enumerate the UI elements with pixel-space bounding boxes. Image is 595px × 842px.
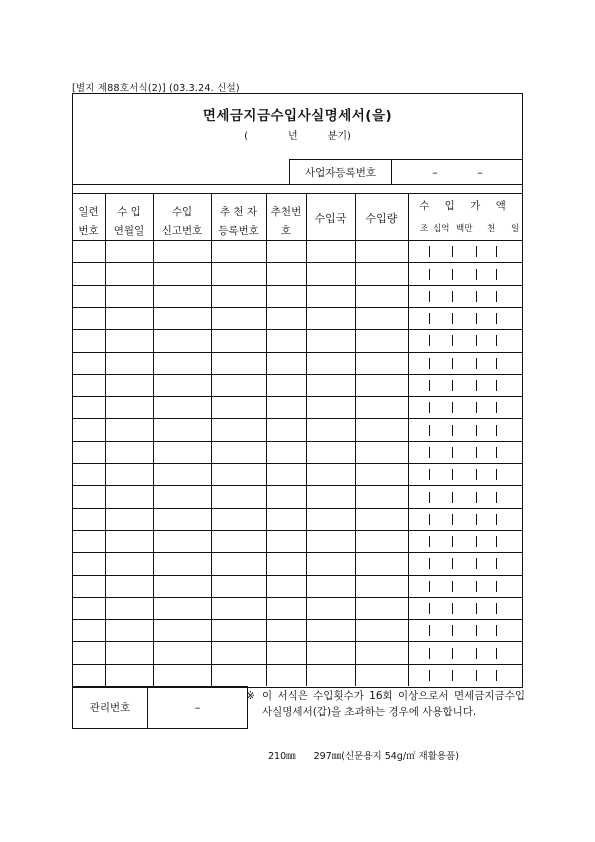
table-row[interactable]: [72, 329, 523, 351]
amount-digit-separator: [452, 269, 453, 280]
col-serial-header-l1: 일련: [78, 206, 99, 218]
col-date-header-l1: 수 입: [117, 206, 141, 218]
col-serial-header-l2: 번호: [78, 225, 99, 237]
amount-digit-separator: [429, 469, 430, 480]
col-recommender-header-l2: 등록번호: [218, 225, 259, 237]
paper-spec: [268, 748, 459, 762]
table-row[interactable]: [72, 597, 523, 619]
table-row[interactable]: [72, 664, 523, 686]
amount-digit-separator: [429, 670, 430, 681]
amount-digit-separator: [452, 447, 453, 458]
amount-digit-separator: [476, 447, 477, 458]
paper-width: 210㎜: [268, 751, 296, 762]
col-date-header-l2: 연월일: [113, 225, 145, 237]
col-date-header: [105, 203, 153, 241]
amount-digit-separator: [496, 625, 497, 636]
amount-digit-separator: [496, 335, 497, 346]
amount-digit-separator: [476, 269, 477, 280]
col-country-header: 수입국: [314, 212, 347, 225]
table-row[interactable]: [72, 508, 523, 530]
table-row[interactable]: [72, 396, 523, 418]
amount-digit-separator: [496, 380, 497, 391]
amount-digit-separator: [429, 625, 430, 636]
table-row[interactable]: [72, 352, 523, 374]
amount-digit-separator: [429, 269, 430, 280]
col-recommend-no-header-l2: 호: [280, 225, 292, 237]
period-quarter[interactable]: 분기): [327, 131, 351, 142]
table-row[interactable]: [72, 619, 523, 641]
amount-digit-separator: [496, 603, 497, 614]
amount-digit-separator: [476, 581, 477, 592]
amount-digit-separator: [452, 492, 453, 503]
amount-digit-separator: [496, 358, 497, 369]
amount-digit-separator: [476, 603, 477, 614]
amount-digit-separator: [452, 469, 453, 480]
table-row[interactable]: [72, 575, 523, 597]
amount-digit-separator: [496, 291, 497, 302]
amount-digit-separator: [452, 358, 453, 369]
amount-digit-separator: [476, 492, 477, 503]
amount-digit-separator: [452, 670, 453, 681]
unit-il: 일: [511, 224, 520, 234]
form-reference: [별지 제88호서식(2)] (03.3.24. 신설): [72, 83, 240, 94]
amount-digit-separator: [476, 514, 477, 525]
amount-digit-separator: [496, 269, 497, 280]
table-row[interactable]: [72, 441, 523, 463]
amount-digit-separator: [429, 648, 430, 659]
header-top-rule: [72, 184, 523, 185]
amount-digit-separator: [496, 536, 497, 547]
amount-digit-separator: [476, 625, 477, 636]
amount-digit-separator: [476, 358, 477, 369]
unit-baekman: 백만: [456, 224, 473, 234]
amount-digit-separator: [496, 558, 497, 569]
amount-digit-separator: [452, 402, 453, 413]
amount-digit-separator: [496, 425, 497, 436]
amount-digit-separator: [476, 558, 477, 569]
footnote: [246, 689, 525, 720]
form-title: 면세금지금수입사실명세서(을): [202, 108, 393, 124]
amount-digit-separator: [452, 625, 453, 636]
amount-digit-separator: [496, 447, 497, 458]
amount-digit-separator: [429, 313, 430, 324]
table-row[interactable]: [72, 641, 523, 663]
amount-digit-separator: [496, 492, 497, 503]
unit-sibeok: 십억: [433, 224, 450, 234]
paper-height: 297㎜(신문용지 54g/㎡ 재활용품): [313, 751, 459, 762]
amount-digit-separator: [429, 581, 430, 592]
period-line: [72, 127, 523, 142]
amount-digit-separator: [476, 380, 477, 391]
amount-digit-separator: [476, 246, 477, 257]
col-decl-header: [153, 203, 211, 241]
amount-digit-separator: [429, 358, 430, 369]
amount-digit-separator: [496, 402, 497, 413]
management-field[interactable]: –: [194, 701, 201, 714]
unit-jo: 조: [420, 224, 429, 234]
table-row[interactable]: [72, 262, 523, 284]
col-decl-header-l1: 수입: [171, 206, 193, 218]
business-reg-field[interactable]: – –: [432, 165, 501, 179]
amount-digit-separator: [429, 291, 430, 302]
amount-digit-separator: [496, 514, 497, 525]
table-row[interactable]: [72, 307, 523, 329]
table-row[interactable]: [72, 530, 523, 552]
amount-digit-separator: [429, 335, 430, 346]
amount-digit-separator: [496, 648, 497, 659]
amount-digit-separator: [429, 246, 430, 257]
amount-digit-separator: [496, 469, 497, 480]
amount-digit-separator: [452, 425, 453, 436]
amount-digit-separator: [476, 648, 477, 659]
amount-digit-separator: [496, 670, 497, 681]
amount-digit-separator: [476, 536, 477, 547]
amount-digit-separator: [476, 670, 477, 681]
col-recommender-header-l1: 추 천 자: [219, 206, 258, 218]
amount-digit-separator: [476, 291, 477, 302]
amount-digit-separator: [452, 246, 453, 257]
amount-digit-separator: [452, 558, 453, 569]
col-qty-header: 수입량: [365, 212, 398, 225]
amount-digit-separator: [429, 558, 430, 569]
amount-digit-separator: [429, 447, 430, 458]
note-text: 이 서식은 수입횟수가 16회 이상으로서 면세금지금수입사실명세서(갑)을 초과하는 경우에 사용합니다.: [262, 690, 525, 718]
amount-digit-separator: [476, 402, 477, 413]
table-top-rule: [72, 193, 523, 194]
amount-digit-separator: [452, 335, 453, 346]
amount-digit-separator: [452, 380, 453, 391]
table-row[interactable]: [72, 418, 523, 440]
amount-digit-separator: [476, 335, 477, 346]
table-row[interactable]: [72, 240, 523, 262]
col-decl-header-l2: 신고번호: [161, 225, 203, 237]
amount-digit-separator: [452, 514, 453, 525]
table-row[interactable]: [72, 285, 523, 307]
amount-digit-separator: [496, 581, 497, 592]
amount-digit-separator: [452, 313, 453, 324]
amount-digit-separator: [429, 402, 430, 413]
business-reg-box: [289, 159, 523, 185]
amount-digit-separator: [452, 648, 453, 659]
amount-digit-separator: [452, 581, 453, 592]
period-open: (: [244, 131, 248, 142]
amount-digit-separator: [476, 425, 477, 436]
col-serial-header: [72, 203, 105, 241]
business-reg-label: 사업자등록번호: [290, 160, 392, 184]
col-recommender-header: [211, 203, 266, 241]
management-box: [72, 686, 248, 729]
col-recommend-no-header: [266, 203, 306, 241]
management-label: 관리번호: [73, 687, 148, 728]
table-row[interactable]: [72, 552, 523, 574]
amount-digit-separator: [496, 246, 497, 257]
amount-digit-separator: [476, 313, 477, 324]
amount-digit-separator: [429, 603, 430, 614]
table-row[interactable]: [72, 374, 523, 396]
table-row[interactable]: [72, 485, 523, 507]
period-year[interactable]: 년: [288, 131, 298, 142]
amount-digit-separator: [452, 291, 453, 302]
table-row[interactable]: [72, 463, 523, 485]
amount-digit-separator: [429, 536, 430, 547]
amount-digit-separator: [429, 425, 430, 436]
amount-digit-separator: [429, 492, 430, 503]
amount-digit-separator: [429, 514, 430, 525]
amount-digit-separator: [452, 536, 453, 547]
amount-digit-separator: [476, 469, 477, 480]
col-value-header: 수 입 가 액: [419, 200, 512, 212]
amount-digit-separator: [496, 313, 497, 324]
col-recommend-no-header-l1: 추천번: [270, 206, 302, 218]
amount-digit-separator: [429, 380, 430, 391]
amount-digit-separator: [452, 603, 453, 614]
unit-cheon: 천: [487, 224, 496, 234]
note-mark: ※: [246, 690, 255, 702]
